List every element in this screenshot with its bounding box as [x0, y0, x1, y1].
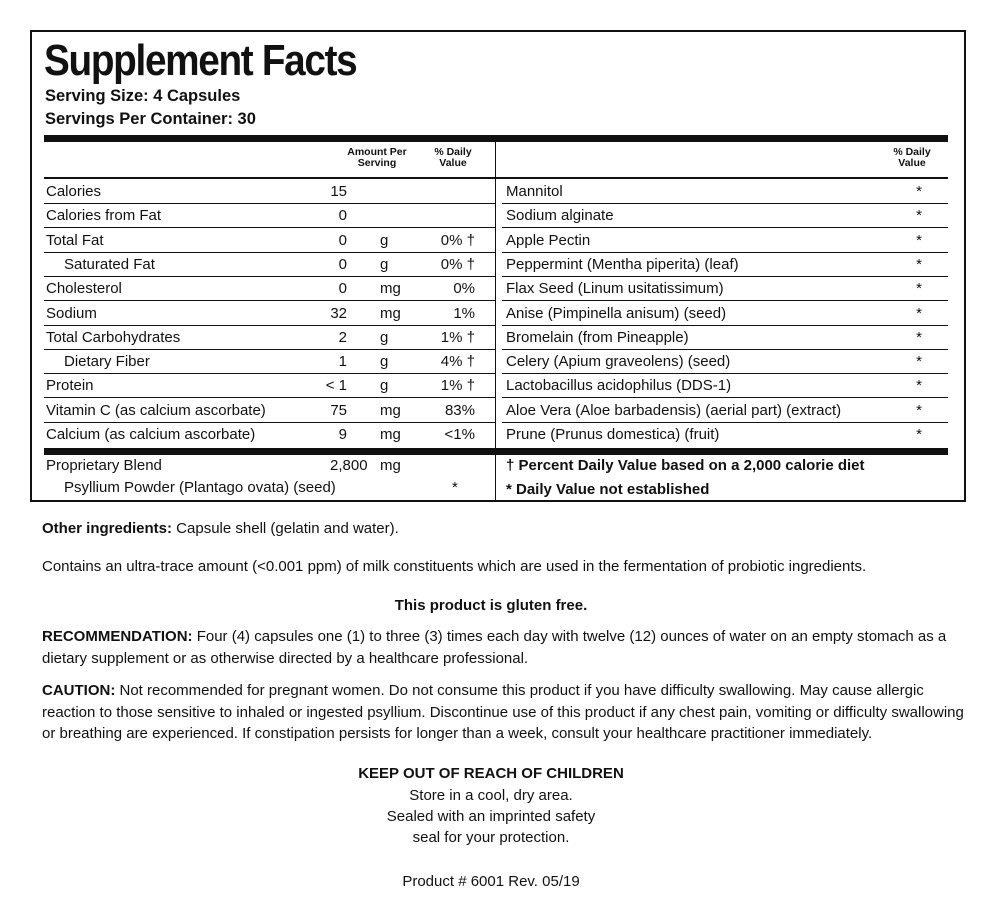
storage-line-1: Store in a cool, dry area.	[409, 787, 573, 804]
nutrient-row	[44, 229, 495, 253]
ingredient-label: Anise (Pimpinella anisum) (seed)	[506, 304, 727, 322]
nutrient-amount: 9	[338, 426, 347, 443]
nutrient-row	[44, 374, 495, 398]
nutrient-daily-value: 1% †	[440, 377, 475, 395]
caution-label: CAUTION:	[42, 682, 116, 699]
header-right-daily-value: % Daily Value	[893, 146, 931, 169]
ingredient-daily-value: *	[916, 426, 922, 443]
ingredient-row	[502, 399, 948, 423]
nutrient-row	[44, 277, 495, 301]
nutrient-daily-value: 0%	[453, 280, 475, 298]
nutrient-row	[44, 399, 495, 423]
nutrient-label: Cholesterol	[46, 280, 122, 298]
nutrient-daily-value: 1%	[453, 304, 475, 322]
nutrient-row	[44, 204, 495, 228]
ingredient-daily-value: *	[916, 401, 922, 419]
ingredient-daily-value: *	[916, 207, 922, 225]
nutrient-amount: 0	[338, 255, 347, 273]
ingredient-row	[502, 204, 948, 228]
ingredient-row	[502, 350, 948, 374]
header-underline	[44, 177, 948, 179]
ingredient-daily-value: *	[916, 328, 922, 346]
nutrient-daily-value: 4% †	[440, 353, 475, 371]
ingredient-row	[502, 423, 948, 447]
nutrient-label: Calories	[46, 183, 102, 200]
ingredient-row	[502, 374, 948, 398]
storage-line-2: Sealed with an imprinted safety	[386, 808, 596, 825]
nutrient-unit: mg	[380, 401, 401, 419]
nutrient-label: Calories from Fat	[46, 207, 162, 225]
ingredient-daily-value: *	[916, 304, 922, 322]
keep-out-warning: KEEP OUT OF REACH OF CHILDREN	[358, 765, 624, 782]
nutrient-row	[44, 302, 495, 326]
ingredient-label: Peppermint (Mentha piperita) (leaf)	[506, 255, 739, 273]
nutrient-label: Vitamin C (as calcium ascorbate)	[46, 401, 266, 419]
nutrient-daily-value: 0% †	[440, 231, 475, 249]
nutrient-unit: mg	[380, 426, 401, 443]
nutrient-unit: mg	[380, 280, 401, 298]
nutrient-amount: 15	[330, 183, 347, 200]
recommendation-text: Four (4) capsules one (1) to three (3) times each day with twelve (12) ounces of water on an empty stomach as a dietary supplement or as otherwise directed by a healthcare professional.	[42, 628, 947, 667]
nutrient-amount: 75	[330, 401, 347, 419]
caution-text: Not recommended for pregnant women. Do not consume this product if you have difficulty swallowing. May cause allergic reaction to those sensitive to inhaled or ingested psyllium. Discontinue use of this product if any chest pain, vomiting or difficulty swallowing or breathing are experienced. If constipation persists for longer than a week, consult your healthcare practitioner immediately.	[42, 682, 964, 742]
ingredient-daily-value: *	[916, 377, 922, 395]
gluten-free-note: This product is gluten free.	[394, 597, 588, 614]
storage-line-3: seal for your protection.	[412, 829, 570, 846]
blend-sub-label: Psyllium Powder (Plantago ovata) (seed)	[64, 479, 336, 496]
nutrient-row	[44, 180, 495, 204]
ingredient-daily-value: *	[916, 183, 922, 200]
nutrient-unit: g	[380, 328, 389, 346]
milk-note: Contains an ultra-trace amount (<0.001 ppm) of milk constituents which are used in the fermentation of probiotic ingredients.	[42, 558, 867, 575]
other-ingredients-text: Capsule shell (gelatin and water).	[172, 520, 399, 537]
footnote-percent-dv: † Percent Daily Value based on a 2,000 calorie diet	[506, 457, 865, 474]
product-number: Product # 6001 Rev. 05/19	[402, 873, 580, 890]
nutrient-amount: 1	[338, 353, 347, 371]
nutrient-amount: 0	[338, 280, 347, 298]
nutrient-row	[44, 326, 495, 350]
ingredient-label: Prune (Prunus domestica) (fruit)	[506, 426, 720, 443]
nutrient-row	[44, 423, 495, 447]
bottom-divider-bar	[44, 448, 948, 455]
nutrient-amount: 2	[338, 328, 347, 346]
nutrient-amount: 0	[338, 231, 347, 249]
ingredient-row	[502, 326, 948, 350]
blend-amount: 2,800	[330, 457, 368, 474]
ingredient-label: Bromelain (from Pineapple)	[506, 328, 689, 346]
footnote-not-established: * Daily Value not established	[506, 481, 710, 498]
nutrient-daily-value: 83%	[444, 401, 475, 419]
nutrient-amount: 0	[338, 207, 347, 225]
ingredient-label: Flax Seed (Linum usitatissimum)	[506, 280, 724, 298]
blend-label: Proprietary Blend	[46, 457, 162, 474]
ingredient-label: Apple Pectin	[506, 231, 591, 249]
nutrient-label: Sodium	[46, 304, 97, 322]
panel-title: Supplement Facts	[44, 36, 357, 85]
ingredient-row	[502, 253, 948, 277]
nutrient-daily-value: 0% †	[440, 255, 475, 273]
nutrient-label: Saturated Fat	[64, 255, 155, 273]
nutrient-row	[44, 253, 495, 277]
blend-sub-dv: *	[452, 479, 458, 496]
nutrient-row	[44, 350, 495, 374]
servings-per-container: Servings Per Container: 30	[45, 110, 256, 128]
nutrient-amount: 32	[330, 304, 347, 322]
other-ingredients	[42, 518, 972, 540]
recommendation	[42, 626, 967, 669]
nutrient-unit: mg	[380, 304, 401, 322]
nutrient-daily-value: 1% †	[440, 328, 475, 346]
recommendation-label: RECOMMENDATION:	[42, 628, 193, 645]
supplement-facts-panel	[30, 30, 966, 502]
header-amount-per-serving: Amount Per Serving	[347, 146, 407, 169]
ingredient-row	[502, 180, 948, 204]
header-daily-value: % Daily Value	[434, 146, 472, 169]
nutrient-amount: < 1	[325, 377, 347, 395]
nutrient-label: Dietary Fiber	[64, 353, 150, 371]
ingredient-daily-value: *	[916, 353, 922, 371]
top-divider-bar	[44, 135, 948, 142]
ingredient-label: Sodium alginate	[506, 207, 614, 225]
ingredient-daily-value: *	[916, 231, 922, 249]
nutrient-unit: g	[380, 255, 389, 273]
ingredient-daily-value: *	[916, 280, 922, 298]
caution	[42, 680, 972, 745]
nutrient-label: Total Carbohydrates	[46, 328, 181, 346]
ingredient-label: Aloe Vera (Aloe barbadensis) (aerial part) (extract)	[506, 401, 842, 419]
ingredient-row	[502, 229, 948, 253]
ingredient-daily-value: *	[916, 255, 922, 273]
nutrient-unit: g	[380, 377, 389, 395]
nutrient-unit: g	[380, 231, 389, 249]
ingredient-label: Celery (Apium graveolens) (seed)	[506, 353, 731, 371]
ingredient-row	[502, 277, 948, 301]
other-ingredients-label: Other ingredients:	[42, 520, 173, 537]
nutrient-label: Total Fat	[46, 231, 104, 249]
serving-size: Serving Size: 4 Capsules	[45, 87, 241, 105]
nutrient-daily-value: <1%	[444, 426, 475, 443]
nutrient-label: Calcium (as calcium ascorbate)	[46, 426, 256, 443]
ingredient-label: Mannitol	[506, 183, 563, 200]
ingredient-label: Lactobacillus acidophilus (DDS-1)	[506, 377, 732, 395]
blend-unit: mg	[380, 457, 401, 474]
nutrient-label: Protein	[46, 377, 94, 395]
nutrient-unit: g	[380, 353, 389, 371]
ingredient-row	[502, 302, 948, 326]
